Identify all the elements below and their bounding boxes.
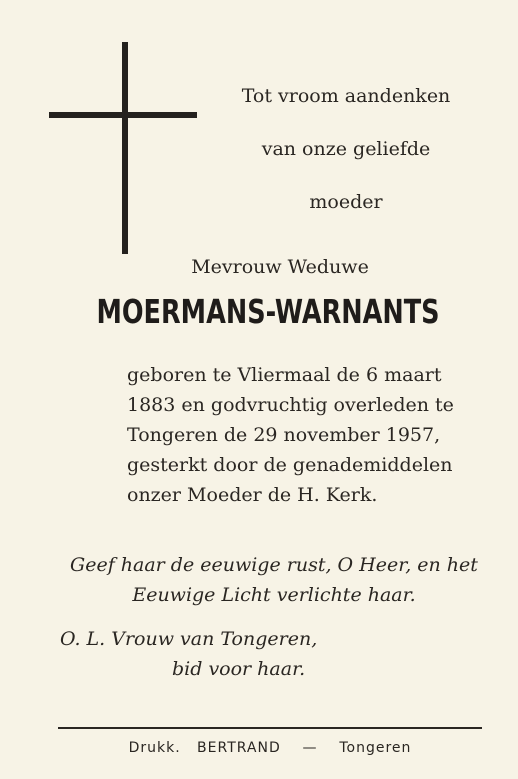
prayer-line: Geef haar de eeuwige rust, O Heer, en het [70, 554, 478, 576]
dedication-line: moeder [309, 191, 383, 213]
cross-horizontal-beam [49, 112, 197, 118]
printer-separator: — [302, 740, 318, 756]
dedication-line: Tot vroom aandenken [241, 85, 451, 107]
biography-block [127, 360, 487, 510]
dedication-block [200, 70, 492, 229]
bio-line: onzer Moeder de H. Kerk. [127, 484, 378, 506]
printer-name: BERTRAND [197, 740, 281, 756]
bio-line: Tongeren de 29 november 1957, [127, 424, 441, 446]
cross-vertical-beam [122, 42, 128, 254]
prayer-line: Eeuwige Licht verlichte haar. [132, 584, 416, 606]
bio-line: 1883 en godvruchtig overleden te [127, 394, 454, 416]
prayer-block [54, 550, 494, 610]
printer-label: Drukk. [128, 740, 181, 756]
printer-credit [58, 740, 482, 756]
footer-divider [58, 727, 482, 729]
deceased-title: Mevrouw Weduwe [191, 256, 369, 278]
invocation-block [60, 624, 360, 684]
invocation-line: bid voor haar. [172, 658, 306, 680]
printer-city: Tongeren [339, 740, 412, 756]
invocation-line: O. L. Vrouw van Tongeren, [60, 628, 318, 650]
bio-line: gesterkt door de genademiddelen [127, 454, 453, 476]
bio-line: geboren te Vliermaal de 6 maart [127, 364, 442, 386]
dedication-line: van onze geliefde [261, 138, 431, 160]
deceased-surname: MOERMANS-WARNANTS [96, 292, 440, 331]
